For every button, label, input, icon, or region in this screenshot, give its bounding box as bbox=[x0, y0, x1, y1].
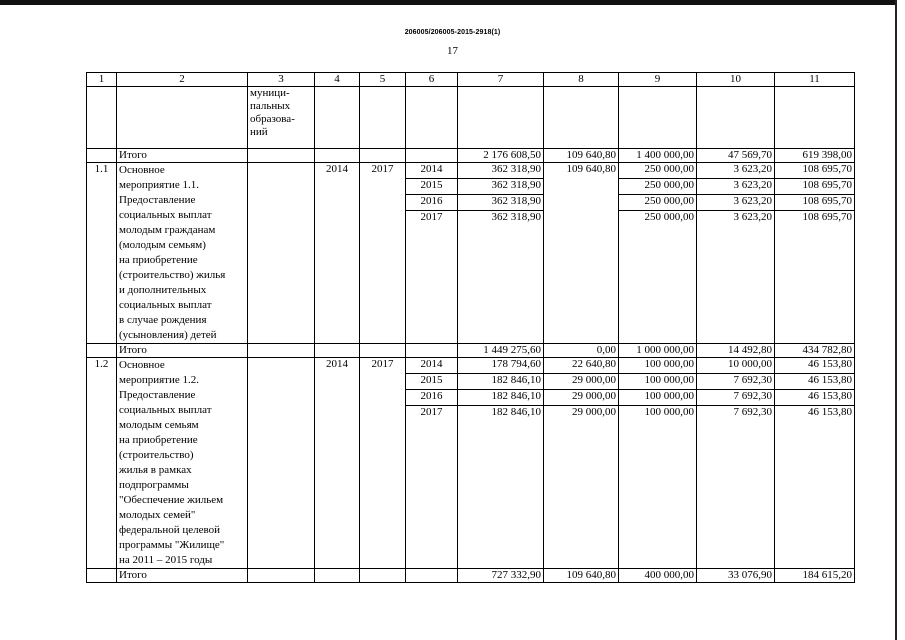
cell bbox=[248, 344, 315, 358]
c8-column bbox=[544, 358, 619, 569]
total-c10: 33 076,90 bbox=[697, 569, 775, 583]
value: 362 318,90 bbox=[458, 179, 543, 195]
value: 46 153,80 bbox=[775, 390, 854, 406]
value: 108 695,70 bbox=[775, 195, 854, 211]
cell bbox=[775, 87, 855, 149]
text-line: муници- bbox=[250, 87, 290, 99]
text-line: ний bbox=[250, 126, 268, 138]
text-line: молодым гражданам bbox=[119, 224, 216, 236]
total-row bbox=[87, 149, 855, 163]
total-c7: 1 449 275,60 bbox=[458, 344, 544, 358]
total-c11: 184 615,20 bbox=[775, 569, 855, 583]
c10-column bbox=[697, 163, 775, 344]
value: 109 640,80 bbox=[566, 163, 616, 175]
cell bbox=[360, 344, 406, 358]
cell bbox=[87, 87, 117, 149]
value: 3 623,20 bbox=[697, 179, 774, 195]
total-c10: 14 492,80 bbox=[697, 344, 775, 358]
cell bbox=[406, 87, 458, 149]
header-cell: 5 bbox=[360, 73, 406, 87]
text-line: и дополнительных bbox=[119, 284, 207, 296]
text-line: "Обеспечение жильем bbox=[119, 494, 224, 506]
total-c9: 1 000 000,00 bbox=[619, 344, 697, 358]
end-year: 2017 bbox=[360, 163, 406, 344]
c8-column bbox=[544, 163, 619, 344]
value: 29 000,00 bbox=[572, 406, 616, 418]
total-c11: 434 782,80 bbox=[775, 344, 855, 358]
value: 10 000,00 bbox=[697, 358, 774, 374]
year: 2016 bbox=[406, 390, 457, 406]
text-line: Основное bbox=[119, 359, 165, 371]
total-c11: 619 398,00 bbox=[775, 149, 855, 163]
c10-column bbox=[697, 358, 775, 569]
value: 182 846,10 bbox=[458, 374, 543, 390]
c11-column bbox=[775, 163, 855, 344]
value: 7 692,30 bbox=[697, 390, 774, 406]
value: 362 318,90 bbox=[458, 163, 543, 179]
cell bbox=[87, 149, 117, 163]
c7-column bbox=[458, 163, 544, 344]
cell bbox=[406, 149, 458, 163]
value: 7 692,30 bbox=[733, 406, 772, 418]
value: 3 623,20 bbox=[697, 195, 774, 211]
value: 182 846,10 bbox=[458, 390, 543, 406]
text-line: (молодым семьям) bbox=[119, 239, 206, 251]
text-line: федеральной целевой bbox=[119, 524, 220, 536]
cell bbox=[87, 569, 117, 583]
section-number: 1.1 bbox=[87, 163, 117, 344]
value: 100 000,00 bbox=[644, 406, 694, 418]
text-line: пальных bbox=[250, 100, 291, 112]
cell bbox=[248, 149, 315, 163]
start-year: 2014 bbox=[315, 358, 360, 569]
value: 250 000,00 bbox=[619, 195, 696, 211]
value: 3 623,20 bbox=[733, 211, 772, 223]
value: 250 000,00 bbox=[619, 179, 696, 195]
value: 108 695,70 bbox=[775, 179, 854, 195]
total-c8: 109 640,80 bbox=[544, 569, 619, 583]
text-line: социальных выплат bbox=[119, 209, 212, 221]
text-line: подпрограммы bbox=[119, 479, 189, 491]
header-cell: 8 bbox=[544, 73, 619, 87]
header-cell: 3 bbox=[248, 73, 315, 87]
year: 2014 bbox=[406, 163, 457, 179]
total-c7: 2 176 608,50 bbox=[458, 149, 544, 163]
text-line: Предоставление bbox=[119, 194, 196, 206]
cell bbox=[87, 344, 117, 358]
cell bbox=[697, 87, 775, 149]
value: 29 000,00 bbox=[544, 390, 618, 406]
cell bbox=[360, 569, 406, 583]
value: 250 000,00 bbox=[619, 163, 696, 179]
c9-column bbox=[619, 163, 697, 344]
section-row-1-2 bbox=[87, 358, 855, 569]
year: 2014 bbox=[406, 358, 457, 374]
value: 46 153,80 bbox=[775, 358, 854, 374]
c9-column bbox=[619, 358, 697, 569]
text-line: на 2011 – 2015 годы bbox=[119, 554, 213, 566]
text-line: в случае рождения bbox=[119, 314, 207, 326]
year: 2015 bbox=[406, 179, 457, 195]
cell bbox=[315, 87, 360, 149]
text-line: образова- bbox=[250, 113, 295, 125]
text-line: (усыновления) детей bbox=[119, 329, 217, 341]
years-column bbox=[406, 163, 458, 344]
cell bbox=[360, 87, 406, 149]
header-cell: 6 bbox=[406, 73, 458, 87]
text-line: социальных выплат bbox=[119, 404, 212, 416]
cell bbox=[406, 569, 458, 583]
total-c7: 727 332,90 bbox=[458, 569, 544, 583]
text-line: социальных выплат bbox=[119, 299, 212, 311]
text-line: молодым семьям bbox=[119, 419, 199, 431]
page-number: 17 bbox=[447, 45, 458, 57]
text-line: (строительство) bbox=[119, 449, 194, 461]
end-year: 2017 bbox=[360, 358, 406, 569]
header-cell: 4 bbox=[315, 73, 360, 87]
document-id: 206005/206005-2015-2918(1) bbox=[404, 29, 501, 36]
cell bbox=[248, 358, 315, 569]
total-row bbox=[87, 344, 855, 358]
text-line: на приобретение bbox=[119, 434, 198, 446]
cell bbox=[117, 87, 248, 149]
total-label: Итого bbox=[117, 149, 248, 163]
section-description bbox=[117, 358, 248, 569]
cell bbox=[360, 149, 406, 163]
text-line: на приобретение bbox=[119, 254, 198, 266]
text-line: мероприятие 1.2. bbox=[119, 374, 200, 386]
text-line: программы "Жилище" bbox=[119, 539, 225, 551]
section-number: 1.2 bbox=[87, 358, 117, 569]
total-c9: 400 000,00 bbox=[619, 569, 697, 583]
cell bbox=[315, 569, 360, 583]
text-line: Основное bbox=[119, 164, 165, 176]
total-c10: 47 569,70 bbox=[697, 149, 775, 163]
start-year: 2014 bbox=[315, 163, 360, 344]
value: 46 153,80 bbox=[808, 406, 852, 418]
cell bbox=[315, 149, 360, 163]
section-description bbox=[117, 163, 248, 344]
cell bbox=[315, 344, 360, 358]
header-cell: 2 bbox=[117, 73, 248, 87]
value: 362 318,90 bbox=[458, 195, 543, 211]
header-cell: 7 bbox=[458, 73, 544, 87]
total-c9: 1 400 000,00 bbox=[619, 149, 697, 163]
value: 22 640,80 bbox=[544, 358, 618, 374]
value: 29 000,00 bbox=[544, 374, 618, 390]
value: 100 000,00 bbox=[619, 358, 696, 374]
section-row-1-1 bbox=[87, 163, 855, 344]
value: 46 153,80 bbox=[775, 374, 854, 390]
text-line: мероприятие 1.1. bbox=[119, 179, 200, 191]
text-line: молодых семей" bbox=[119, 509, 196, 521]
cell bbox=[248, 569, 315, 583]
text-line: (строительство) жилья bbox=[119, 269, 226, 281]
header-cell: 10 bbox=[697, 73, 775, 87]
header-row bbox=[87, 73, 855, 87]
cell bbox=[544, 87, 619, 149]
value: 7 692,30 bbox=[697, 374, 774, 390]
c11-column bbox=[775, 358, 855, 569]
value: 250 000,00 bbox=[644, 211, 694, 223]
continuation-row bbox=[87, 87, 855, 149]
value: 100 000,00 bbox=[619, 374, 696, 390]
total-label: Итого bbox=[117, 569, 248, 583]
total-c8: 0,00 bbox=[544, 344, 619, 358]
value: 108 695,70 bbox=[802, 211, 852, 223]
value: 178 794,60 bbox=[458, 358, 543, 374]
value: 100 000,00 bbox=[619, 390, 696, 406]
recipient-continuation bbox=[248, 87, 315, 149]
year: 2017 bbox=[420, 211, 443, 223]
cell bbox=[458, 87, 544, 149]
value: 182 846,10 bbox=[491, 406, 541, 418]
value: 3 623,20 bbox=[697, 163, 774, 179]
cell bbox=[248, 163, 315, 344]
budget-table bbox=[86, 72, 855, 583]
value: 108 695,70 bbox=[775, 163, 854, 179]
text-line: Предоставление bbox=[119, 389, 196, 401]
header-cell: 9 bbox=[619, 73, 697, 87]
total-row bbox=[87, 569, 855, 583]
year: 2015 bbox=[406, 374, 457, 390]
header-cell: 11 bbox=[775, 73, 855, 87]
page-right-edge bbox=[895, 0, 897, 640]
text-line: жилья в рамках bbox=[119, 464, 192, 476]
c7-column bbox=[458, 358, 544, 569]
page-top-border bbox=[0, 0, 895, 5]
year: 2016 bbox=[406, 195, 457, 211]
total-c8: 109 640,80 bbox=[544, 149, 619, 163]
header-cell: 1 bbox=[87, 73, 117, 87]
cell bbox=[406, 344, 458, 358]
cell bbox=[619, 87, 697, 149]
value: 362 318,90 bbox=[491, 211, 541, 223]
year: 2017 bbox=[420, 406, 443, 418]
years-column bbox=[406, 358, 458, 569]
total-label: Итого bbox=[117, 344, 248, 358]
